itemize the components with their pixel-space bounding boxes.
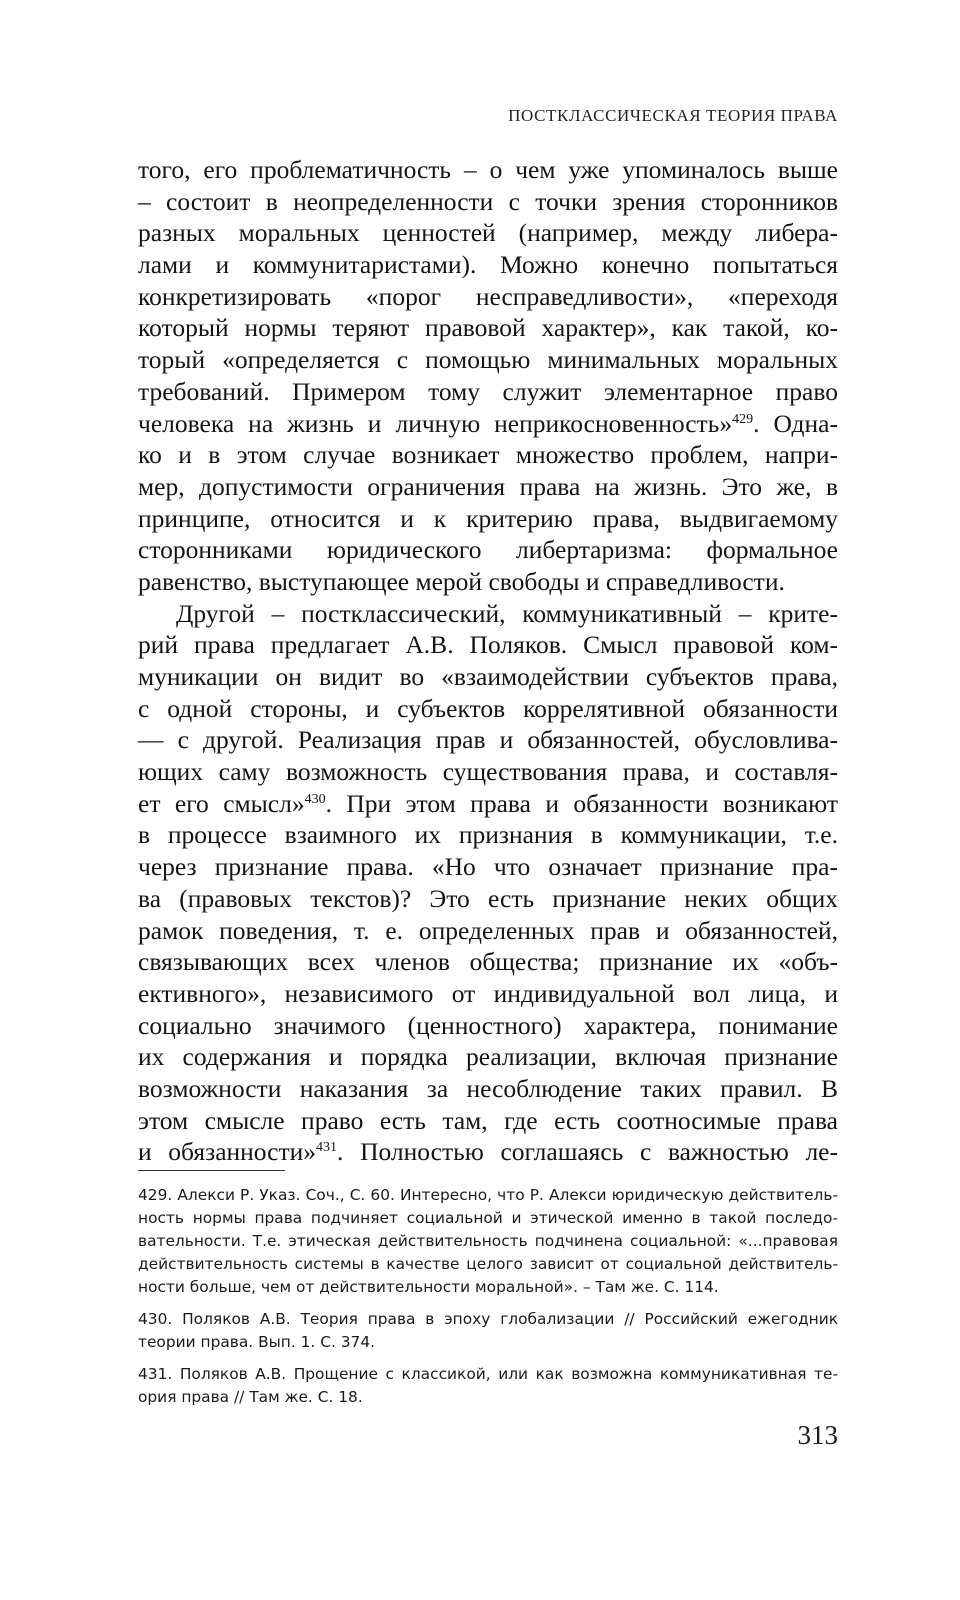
text-line: требований. Примером тому служит элементарное право xyxy=(138,376,838,406)
text-line: с одной стороны, и субъектов коррелятивной обязанности xyxy=(138,693,838,723)
footnote-line: 430. Поляков А.В. Теория права в эпоху глобализации // Российский ежегодник xyxy=(138,1310,838,1328)
footnote-ref-429[interactable]: 429 xyxy=(732,411,754,427)
text-segment: . Полностью соглашаясь с важностью ле- xyxy=(337,1137,838,1167)
text-line: принципе, относится и к критерию права, выдвигаемому xyxy=(138,503,838,533)
text-segment: . При этом права и обязанности возникают xyxy=(325,788,838,818)
footnote-line: ности больше, чем от действительности моральной». – Там же. С. 114. xyxy=(138,1278,719,1296)
footnote-line: вательности. Т.е. этическая действительность подчинена социальной: «...правовая xyxy=(138,1232,838,1250)
text-line: ко и в этом случае возникает множество проблем, напри- xyxy=(138,440,838,470)
footnote-line: ность нормы права подчиняет социальной и этической именно в такой последо- xyxy=(138,1209,838,1227)
footnote-ref-431[interactable]: 431 xyxy=(316,1140,338,1156)
footnote-431 xyxy=(138,1363,838,1409)
text-line: того, его проблематичность – о чем уже упоминалось выше xyxy=(138,155,838,184)
text-line: мер, допустимости ограничения права на жизнь. Это же, в xyxy=(138,471,838,501)
paragraph-start-line: Другой – постклассический, коммуникативный – крите- xyxy=(176,598,838,628)
text-line: ва (правовых текстов)? Это есть признание неких общих xyxy=(138,883,838,913)
footnotes xyxy=(138,1184,838,1418)
text-line: торый «определяется с помощью минимальных моральных xyxy=(138,345,838,375)
text-line: – состоит в неопределенности с точки зрения сторонников xyxy=(138,186,838,216)
text-line: который нормы теряют правовой характер», как такой, ко- xyxy=(138,313,838,343)
text-line: рий права предлагает А.В. Поляков. Смысл правовой ком- xyxy=(138,630,838,660)
text-line: сторонниками юридического либертаризма: формальное xyxy=(138,535,838,565)
footnote-line: ория права // Там же. С. 18. xyxy=(138,1388,363,1406)
text-line-with-ref xyxy=(138,788,838,820)
text-line: ющих саму возможность существования права, и составля- xyxy=(138,757,838,787)
text-line: их содержания и порядка реализации, включая признание xyxy=(138,1042,838,1072)
text-line: лами и коммунитаристами). Можно конечно попытаться xyxy=(138,250,838,280)
footnote-ref-430[interactable]: 430 xyxy=(304,791,326,807)
text-segment: ет его смысл» xyxy=(138,788,305,818)
text-line: равенство, выступающее мерой свободы и справедливости. xyxy=(138,566,785,596)
text-line: возможности наказания за несоблюдение таких правил. В xyxy=(138,1073,838,1103)
footnote-separator xyxy=(138,1170,285,1171)
text-line: этом смысле право есть там, где есть соотносимые права xyxy=(138,1105,838,1135)
text-line: связывающих всех членов общества; признание их «объ- xyxy=(138,947,838,977)
footnote-429 xyxy=(138,1184,838,1299)
footnote-line: 431. Поляков А.В. Прощение с классикой, или как возможна коммуникативная те- xyxy=(138,1365,838,1383)
text-line: разных моральных ценностей (например, между либера- xyxy=(138,218,838,248)
text-line: конкретизировать «порог несправедливости», «переходя xyxy=(138,281,838,311)
running-header: ПОСТКЛАССИЧЕСКАЯ ТЕОРИЯ ПРАВА xyxy=(508,106,838,125)
text-segment: и обязанности» xyxy=(138,1137,317,1167)
page-number: 313 xyxy=(797,1420,838,1450)
text-line-with-ref xyxy=(138,1136,838,1168)
text-line: социально значимого (ценностного) характера, понимание xyxy=(138,1010,838,1040)
text-line-with-ref xyxy=(138,408,838,440)
footnote-430 xyxy=(138,1308,838,1354)
text-line: ективного», независимого от индивидуальной вол лица, и xyxy=(138,978,838,1008)
footnote-line: теории права. Вып. 1. С. 374. xyxy=(138,1333,375,1351)
footnote-line: действительность системы в качестве целого зависит от социальной действитель- xyxy=(138,1255,838,1273)
text-segment: . Одна- xyxy=(753,408,838,438)
text-line: через признание права. «Но что означает признание пра- xyxy=(138,852,838,882)
text-line: в процессе взаимного их признания в коммуникации, т.е. xyxy=(138,820,838,850)
footnote-line: 429. Алекси Р. Указ. Соч., С. 60. Интересно, что Р. Алекси юридическую действитель- xyxy=(138,1186,838,1204)
text-line: — с другой. Реализация прав и обязанностей, обусловлива- xyxy=(138,725,838,755)
text-segment: человека на жизнь и личную неприкосновенность» xyxy=(138,408,733,438)
main-text xyxy=(138,154,838,1168)
text-line: муникации он видит во «взаимодействии субъектов права, xyxy=(138,662,838,691)
text-line: рамок поведения, т. е. определенных прав и обязанностей, xyxy=(138,915,838,945)
